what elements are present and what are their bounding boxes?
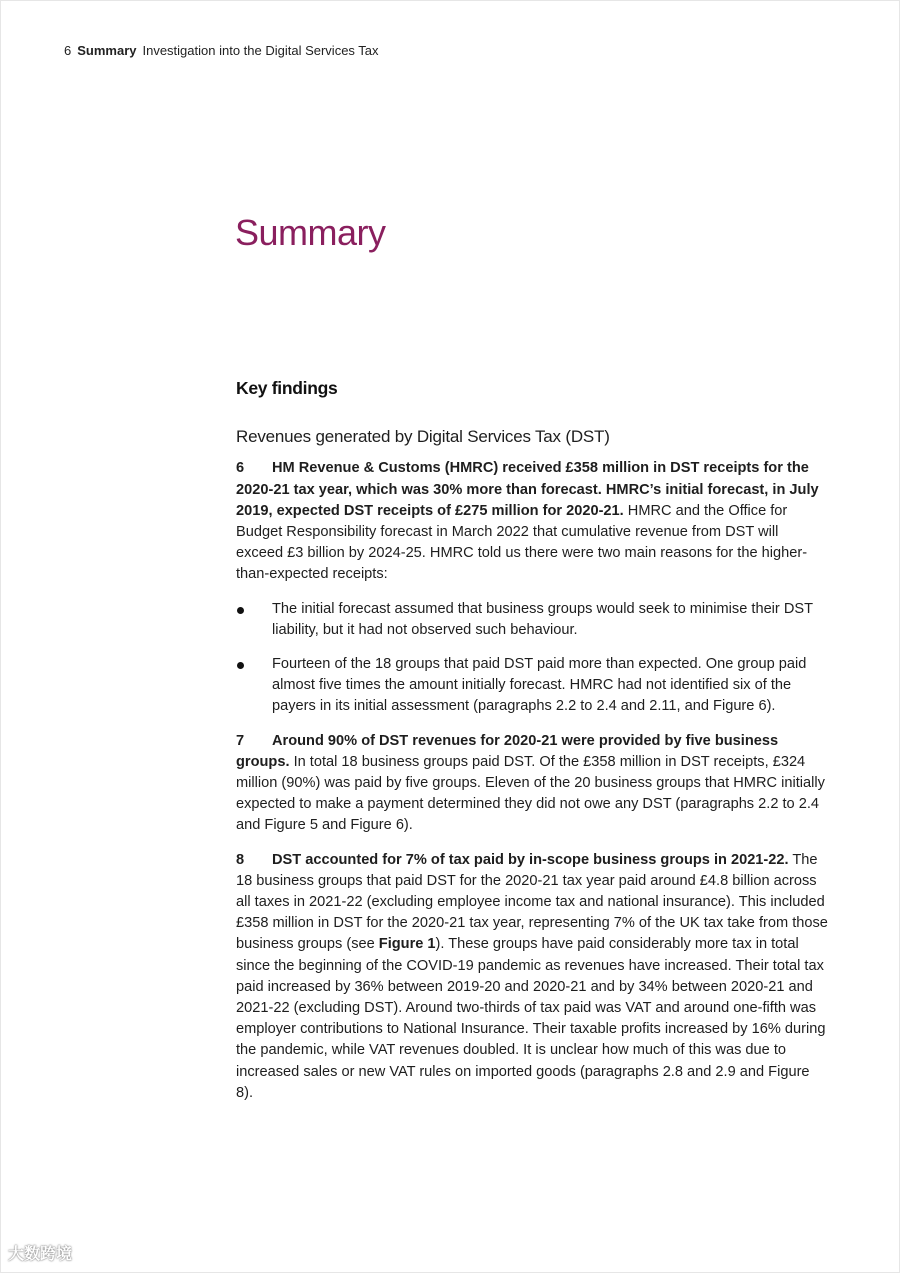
paragraph-text: The 18 business groups that paid DST for the 2020-21 tax year paid around £4.8 billion across all taxes in 2021-22 (excluding employee income tax and national insurance). This included £358 million in DST for the 2020-21 tax year, representing 7% of the UK tax take from those business groups (see bbox=[236, 851, 828, 953]
paragraph-7 bbox=[236, 731, 828, 837]
watermark: 大数跨境 bbox=[8, 1246, 73, 1263]
list-item bbox=[236, 654, 828, 718]
paragraph-6 bbox=[236, 458, 828, 585]
key-findings-heading: Key findings bbox=[236, 378, 338, 398]
paragraph-text: In total 18 business groups paid DST. Of the £358 million in DST receipts, £324 million (90%) was paid by five groups. Eleven of the 20 business groups that HMRC initially expected to make a payment determined they did not owe any DST (paragraphs 2.2 to 2.4 and Figure 5 and Figure 6). bbox=[236, 753, 825, 834]
subheading: Revenues generated by Digital Services Tax (DST) bbox=[236, 427, 610, 447]
list-item-text: The initial forecast assumed that business groups would seek to minimise their DST liability, but it had not observed such behaviour. bbox=[272, 600, 813, 638]
figure-reference: Figure 1 bbox=[378, 936, 436, 953]
paragraph-bold-lead: Around 90% of DST revenues for 2020-21 were provided by five business groups. bbox=[236, 732, 779, 770]
report-title: Investigation into the Digital Services Tax bbox=[142, 43, 379, 58]
bullet-icon bbox=[237, 662, 244, 669]
bullet-icon bbox=[237, 607, 244, 614]
paragraph-bold-lead: DST accounted for 7% of tax paid by in-scope business groups in 2021-22. bbox=[272, 851, 789, 868]
paragraph-bold-lead: HM Revenue & Customs (HMRC) received £358 million in DST receipts for the 2020-21 tax year, which was 30% more than forecast. HMRC’s initial forecast, in July 2019, expected DST receipts of £275 million for 2020-21. bbox=[236, 460, 819, 519]
page-title: Summary bbox=[235, 212, 386, 253]
paragraph-number: 8 bbox=[236, 851, 245, 868]
paragraph-8 bbox=[236, 850, 828, 1104]
paragraph-text: HMRC and the Office for Budget Responsibility forecast in March 2022 that cumulative revenue from DST will exceed £3 billion by 2024-25. HMRC told us there were two main reasons for the higher-than-expected receipts: bbox=[236, 502, 808, 583]
running-header bbox=[64, 43, 379, 58]
section-name: Summary bbox=[77, 43, 137, 58]
page-number: 6 bbox=[64, 43, 72, 58]
main-content bbox=[236, 378, 828, 1117]
paragraph-number: 6 bbox=[236, 460, 245, 477]
paragraph-text: ). These groups have paid considerably more tax in total since the beginning of the COVID-19 pandemic as revenues have increased. Their total tax paid increased by 36% between 2019-20 and 2020-21 and by 34% between 2020-21 and 2021-22 (excluding DST). Around two-thirds of tax paid was VAT and around one-fifth was employer contributions to National Insurance. Their taxable profits increased by 16% during the pandemic, while VAT revenues doubled. It is unclear how much of this was due to increased sales or new VAT rules on imported goods (paragraphs 2.8 and 2.9 and Figure 8). bbox=[236, 936, 826, 1101]
paragraph-number: 7 bbox=[236, 732, 245, 749]
list-item-text: Fourteen of the 18 groups that paid DST paid more than expected. One group paid almost five times the amount initially forecast. HMRC had not identified six of the payers in its initial assessment (paragraphs 2.2 to 2.4 and 2.11, and Figure 6). bbox=[272, 656, 807, 715]
list-item bbox=[236, 599, 828, 641]
bullet-list bbox=[236, 599, 828, 718]
